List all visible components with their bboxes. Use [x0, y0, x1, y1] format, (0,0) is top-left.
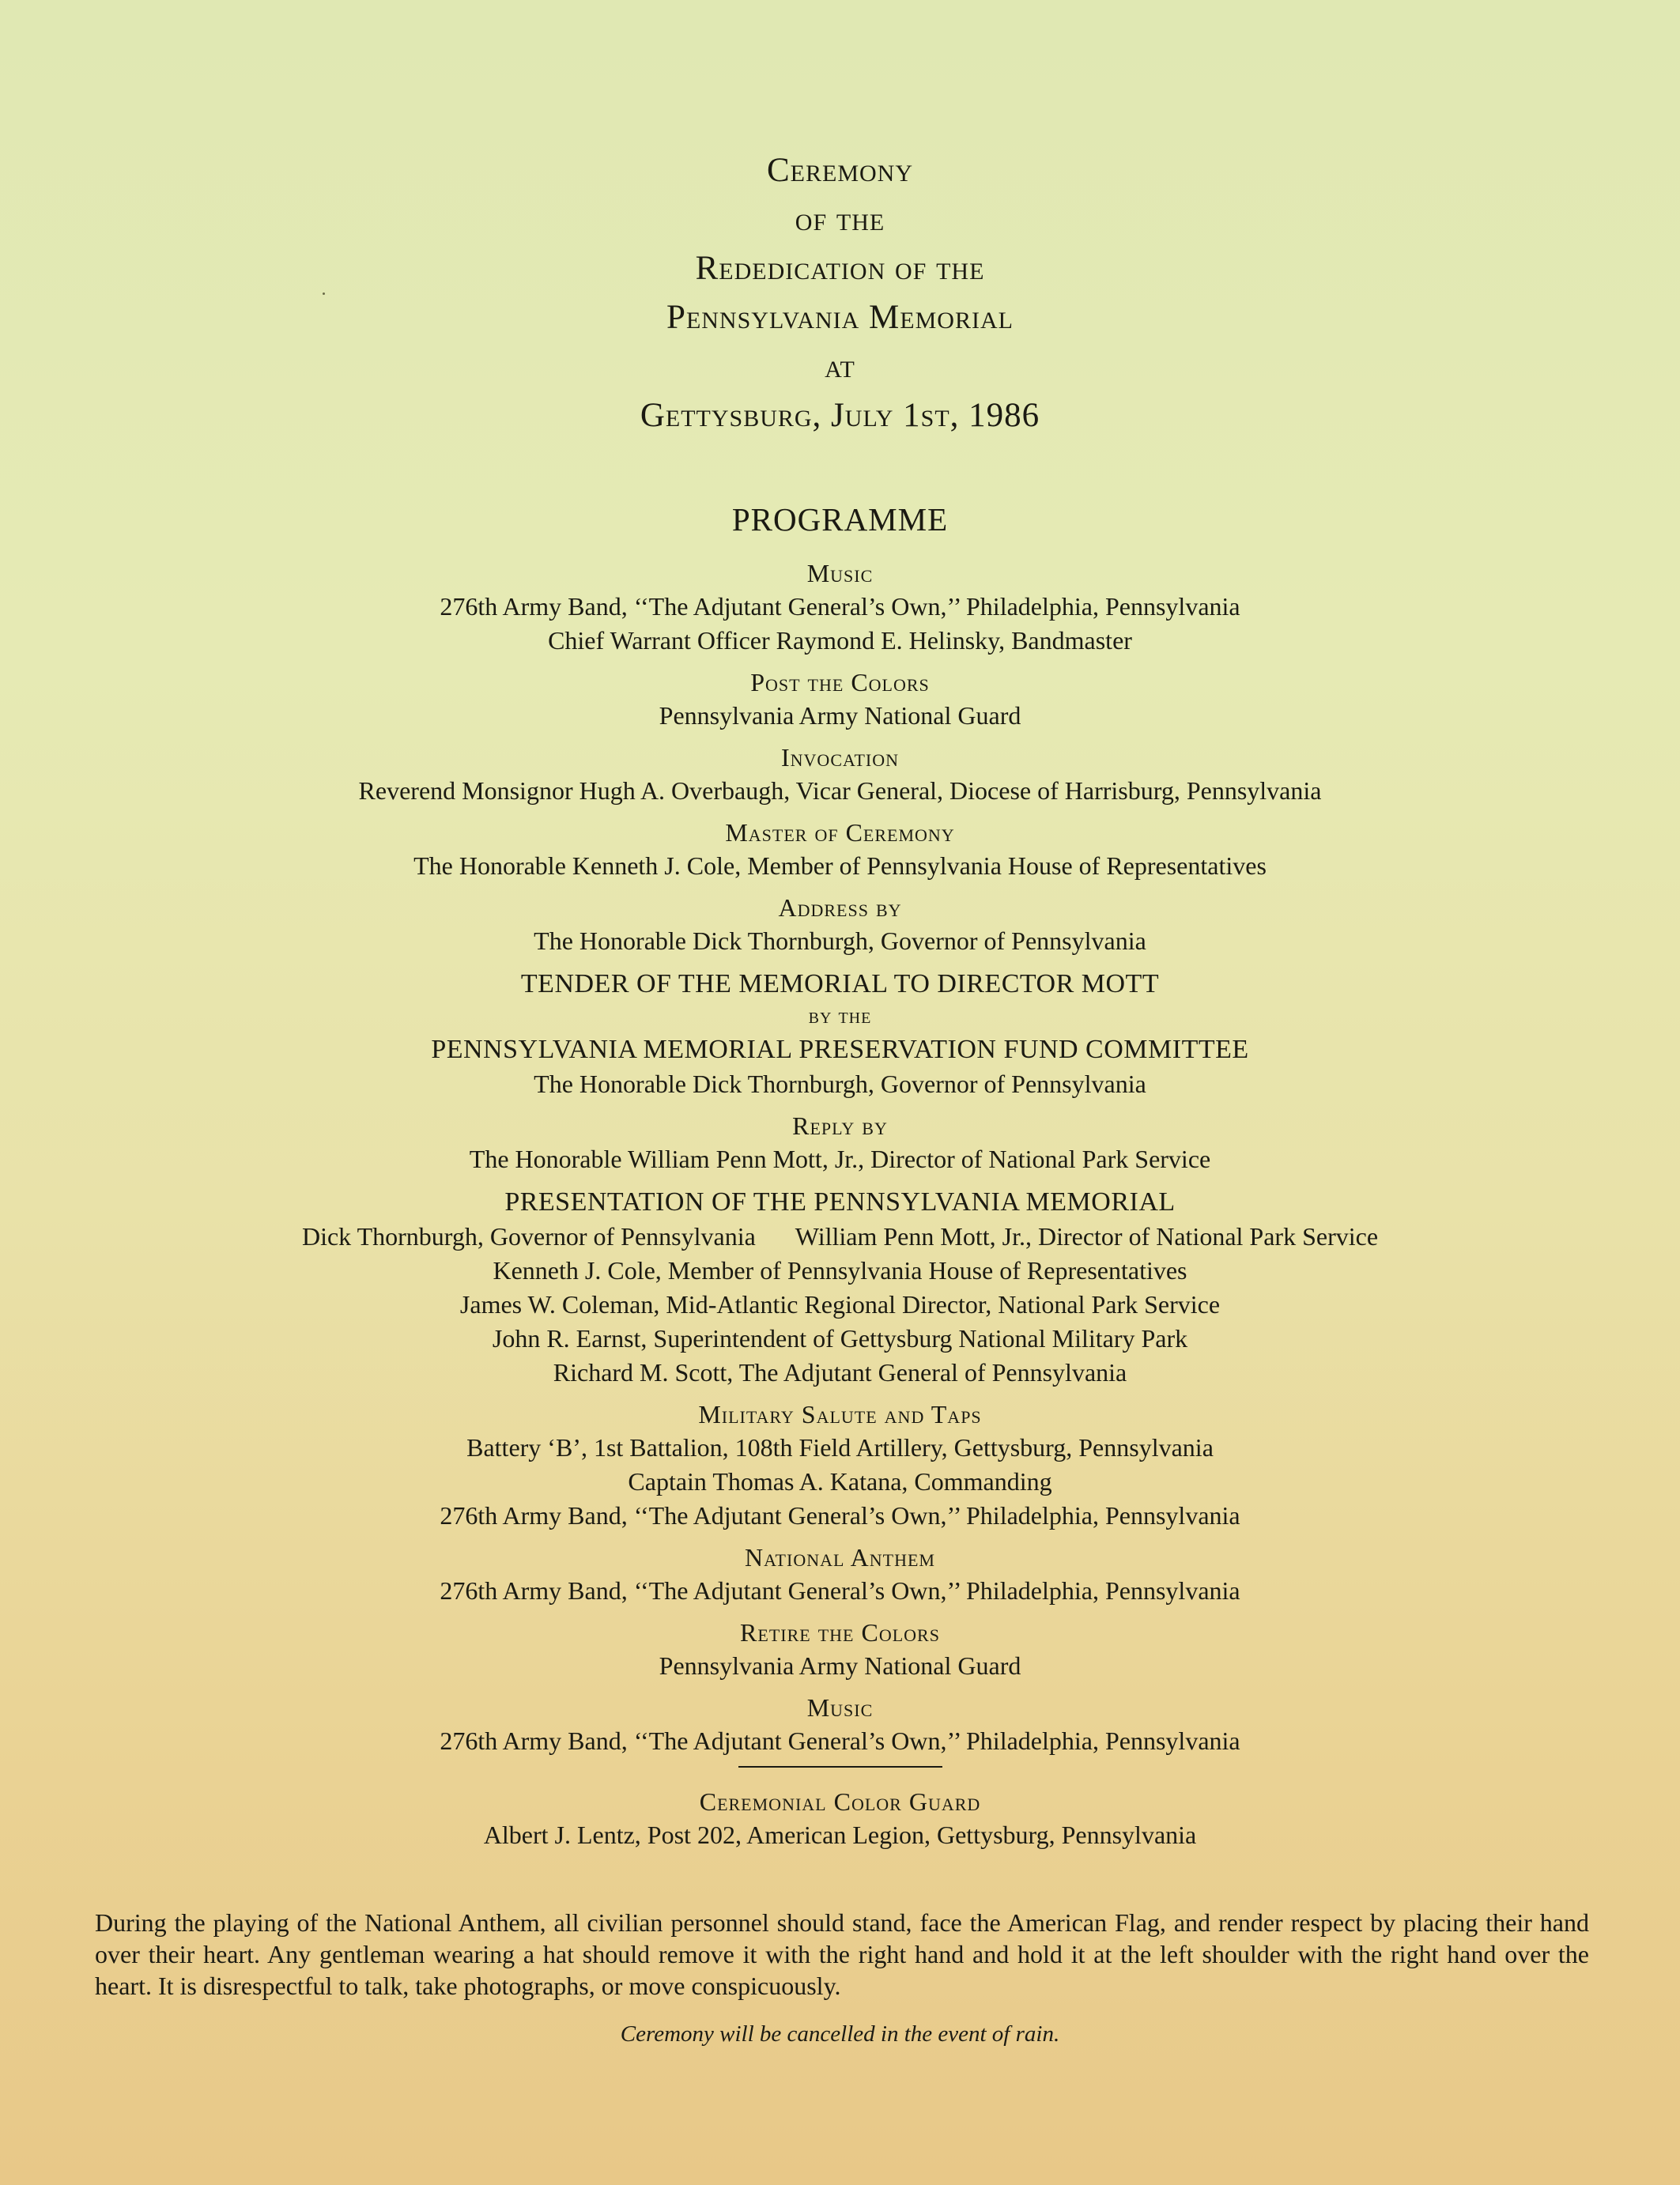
section-line: Albert J. Lentz, Post 202, American Legion, Gettysburg, Pennsylvania — [483, 1821, 1197, 1849]
section-heading: Invocation — [781, 743, 899, 772]
section-post-colors — [0, 666, 1680, 733]
section-line: John R. Earnst, Superintendent of Gettysburg National Military Park — [492, 1324, 1188, 1353]
section-line: Pennsylvania Army National Guard — [659, 701, 1021, 730]
tender-by-the: by the — [808, 1004, 872, 1028]
section-line: 276th Army Band, ‘‘The Adjutant General’s Own,’’ Philadelphia, Pennsylvania — [440, 1501, 1240, 1530]
section-reply — [0, 1109, 1680, 1176]
title-line-4: Pennsylvania Memorial — [666, 299, 1014, 336]
section-line: 276th Army Band, ‘‘The Adjutant General’s Own,’’ Philadelphia, Pennsylvania — [440, 1726, 1240, 1755]
section-line: Kenneth J. Cole, Member of Pennsylvania House of Representatives — [493, 1256, 1187, 1285]
section-heading: Master of Ceremony — [725, 818, 955, 847]
section-line: Reverend Monsignor Hugh A. Overbaugh, Vicar General, Diocese of Harrisburg, Pennsylvania — [358, 776, 1322, 805]
section-line: The Honorable Dick Thornburgh, Governor of Pennsylvania — [534, 926, 1146, 955]
programme-heading: PROGRAMME — [731, 501, 949, 538]
section-invocation — [0, 741, 1680, 808]
section-heading: Military Salute and Taps — [698, 1400, 982, 1428]
section-heading: National Anthem — [745, 1543, 935, 1572]
section-heading: Ceremonial Color Guard — [699, 1787, 981, 1816]
section-line: 276th Army Band, ‘‘The Adjutant General’s Own,’’ Philadelphia, Pennsylvania — [440, 1576, 1240, 1605]
section-heading: Music — [806, 1693, 874, 1722]
section-line: Battery ‘B’, 1st Battalion, 108th Field Artillery, Gettysburg, Pennsylvania — [466, 1433, 1214, 1462]
section-master-of-ceremony — [0, 816, 1680, 883]
section-national-anthem — [0, 1541, 1680, 1608]
section-line: Richard M. Scott, The Adjutant General of Pennsylvania — [553, 1358, 1127, 1387]
section-line: The Honorable William Penn Mott, Jr., Director of National Park Service — [469, 1145, 1211, 1173]
section-line: 276th Army Band, ‘‘The Adjutant General’s Own,’’ Philadelphia, Pennsylvania — [440, 592, 1240, 621]
title-line-5: at — [825, 348, 855, 385]
rain-cancellation-note: Ceremony will be cancelled in the event of rain. — [620, 2021, 1060, 2047]
section-color-guard — [0, 1785, 1680, 1852]
presentation-pair — [0, 1220, 1680, 1254]
section-divider — [738, 1766, 942, 1768]
title-line-6: Gettysburg, July 1st, 1986 — [640, 397, 1040, 434]
ceremony-title — [0, 146, 1680, 440]
section-heading: Music — [806, 559, 874, 587]
title-line-2: of the — [795, 201, 885, 238]
section-retire-colors — [0, 1616, 1680, 1683]
section-line: The Honorable Dick Thornburgh, Governor of Pennsylvania — [534, 1070, 1146, 1098]
section-military-salute — [0, 1398, 1680, 1533]
section-heading: Retire the Colors — [740, 1618, 940, 1647]
section-address — [0, 891, 1680, 958]
section-line: James W. Coleman, Mid-Atlantic Regional Director, National Park Service — [459, 1290, 1221, 1319]
section-line: Captain Thomas A. Katana, Commanding — [628, 1467, 1052, 1496]
title-line-3: Rededication of the — [695, 250, 985, 287]
section-heading: Address by — [778, 893, 902, 922]
section-tender — [0, 966, 1680, 1101]
presentation-heading: PRESENTATION OF THE PENNSYLVANIA MEMORIAL — [504, 1187, 1176, 1217]
tender-heading: TENDER OF THE MEMORIAL TO DIRECTOR MOTT — [520, 969, 1160, 998]
section-heading: Reply by — [792, 1111, 888, 1140]
programme-list — [0, 557, 1680, 1860]
section-heading: Post the Colors — [750, 668, 930, 696]
presentation-pair-right: William Penn Mott, Jr., Director of National Park Service — [795, 1222, 1379, 1251]
anthem-etiquette-notice: During the playing of the National Anthem, all civilian personnel should stand, face the American Flag, and render respect by placing their hand over their heart. Any gentleman wearing a hat should remove it with the right hand and hold it at the left shoulder with the right hand over the heart. It is disrespectful to talk, take photographs, or move conspicuously. — [95, 1908, 1589, 2000]
section-music-open — [0, 557, 1680, 658]
section-line: Pennsylvania Army National Guard — [659, 1651, 1021, 1680]
presentation-pair-left: Dick Thornburgh, Governor of Pennsylvania — [301, 1222, 756, 1251]
section-line: Chief Warrant Officer Raymond E. Helinsky, Bandmaster — [548, 626, 1132, 655]
section-music-close — [0, 1691, 1680, 1758]
tender-committee: PENNSYLVANIA MEMORIAL PRESERVATION FUND COMMITTEE — [431, 1035, 1249, 1064]
section-presentation — [0, 1184, 1680, 1390]
title-line-1: Ceremony — [766, 152, 913, 189]
section-line: The Honorable Kenneth J. Cole, Member of Pennsylvania House of Representatives — [413, 851, 1267, 880]
